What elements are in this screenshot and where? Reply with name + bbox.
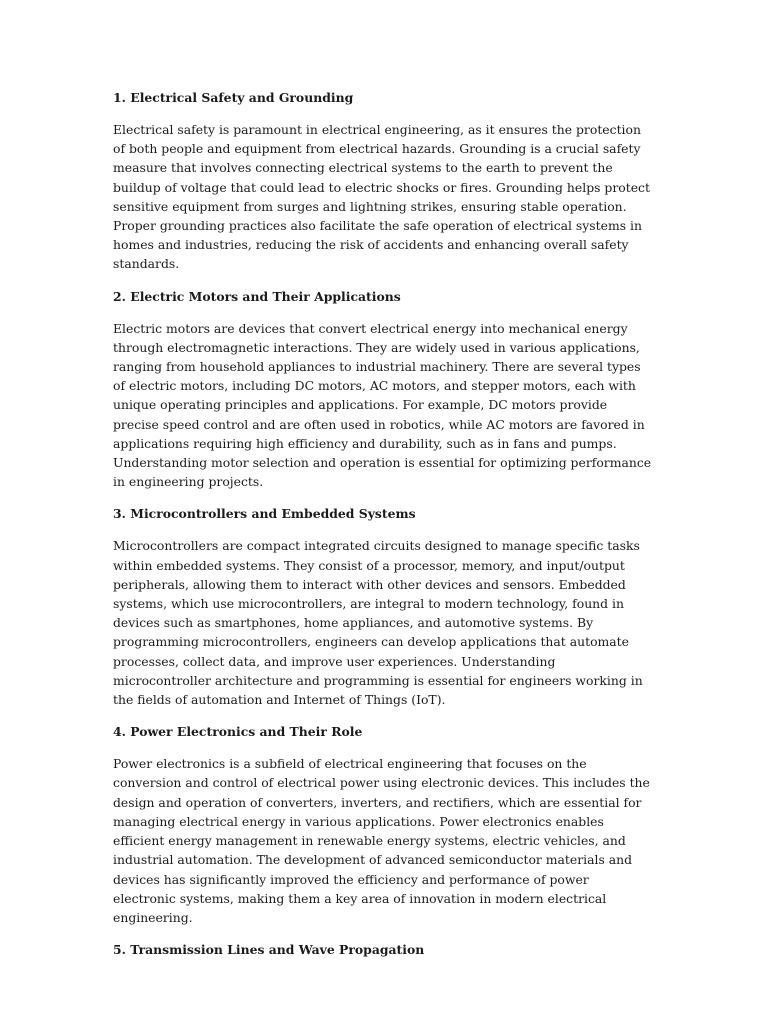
section-body-power-electronics: Power electronics is a subfield of electrical engineering that focuses on the conversion and control of electrical power using electronic devices. This includes the design and operation of converters, inverters, and rectifiers, which are essential for managing electrical energy in various applications. Power electronics enables efficient energy management in renewable energy systems, electric vehicles, and industrial automation. The development of advanced semiconductor materials and devices has significantly improved the efficiency and performance of power electronic systems, making them a key area of innovation in modern electrical engineering. — [113, 756, 650, 925]
section-heading-electric-motors: 2. Electric Motors and Their Applications — [113, 288, 401, 304]
section-body-electrical-safety: Electrical safety is paramount in electrical engineering, as it ensures the protection of both people and equipment from electrical hazards. Grounding is a crucial safety measure that involves connecting electrical systems to the earth to prevent the buildup of voltage that could lead to electric shocks or fires. Grounding helps protect sensitive equipment from surges and lightning strikes, ensuring stable operation. Proper grounding practices also facilitate the safe operation of electrical systems in homes and industries, reducing the risk of accidents and enhancing overall safety standards. — [113, 122, 650, 272]
section-heading-microcontrollers: 3. Microcontrollers and Embedded Systems — [113, 506, 416, 522]
section-heading-power-electronics: 4. Power Electronics and Their Role — [113, 724, 363, 740]
document-page — [113, 88, 653, 972]
section-body-microcontrollers: Microcontrollers are compact integrated circuits designed to manage specific tasks within embedded systems. They consist of a processor, memory, and input/output peripherals, allowing them to interact with other devices and sensors. Embedded systems, which use microcontrollers, are integral to modern technology, found in devices such as smartphones, home appliances, and automotive systems. By programming microcontrollers, engineers can develop applications that automate processes, collect data, and improve user experiences. Understanding microcontroller architecture and programming is essential for engineers working in the fields of automation and Internet of Things (IoT). — [113, 538, 643, 708]
section-heading-electrical-safety: 1. Electrical Safety and Grounding — [113, 90, 354, 105]
section-heading-transmission-lines: 5. Transmission Lines and Wave Propagation — [113, 942, 425, 958]
section-body-electric-motors: Electric motors are devices that convert electrical energy into mechanical energy through electromagnetic interactions. They are widely used in various applications, ranging from household appliances to industrial machinery. There are several types of electric motors, including DC motors, AC motors, and stepper motors, each with unique operating principles and applications. For example, DC motors provide precise speed control and are often used in robotics, while AC motors are favored in applications requiring high efficiency and durability, such as in fans and pumps. Understanding motor selection and operation is essential for optimizing performance in engineering projects. — [113, 320, 652, 490]
